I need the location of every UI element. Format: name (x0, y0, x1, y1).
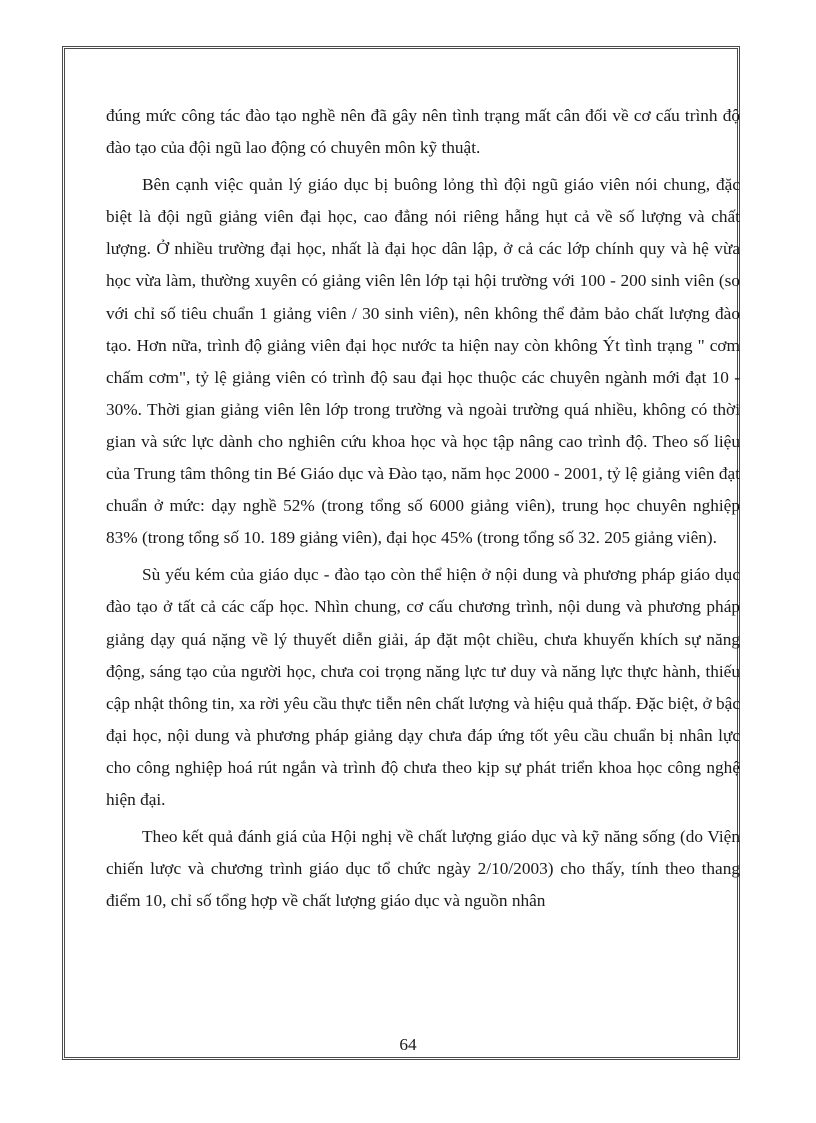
page-number: 64 (399, 1035, 417, 1054)
paragraph-3: Sù yếu kém của giáo dục - đào tạo còn thể hiện ở nội dung và phương pháp giáo dục đào tạo ở tất cả các cấp học. Nhìn chung, cơ cấu chương trình, nội dung và phương pháp giảng dạy quá nặng về lý thuyết diễn giải, áp đặt một chiều, chưa khuyến khích sự năng động, sáng tạo của người học, chưa coi trọng năng lực tư duy và năng lực thực hành, thiếu cập nhật thông tin, xa rời yêu cầu thực tiễn nên chất lượng và hiệu quả thấp. Đặc biệt, ở bậc đại học, nội dung và phương pháp giảng dạy chưa đáp ứng tốt yêu cầu chuẩn bị nhân lực cho công nghiệp hoá rút ngắn và trình độ chưa theo kịp sự phát triển khoa học công nghệ hiện đại. (106, 565, 740, 809)
paragraph-2: Bên cạnh việc quản lý giáo dục bị buông lỏng thì đội ngũ giáo viên nói chung, đặc biệt là đội ngũ giảng viên đại học, cao đẳng nói riêng hẫng hụt cả về số lượng và chất lượng. Ở nhiều trường đại học, nhất là đại học dân lập, ở cả các lớp chính quy và hệ vừa học vừa làm, thường xuyên có giảng viên lên lớp tại hội trường với 100 - 200 sinh viên (so với chỉ số tiêu chuẩn 1 giảng viên / 30 sinh viên), nên không thể đảm bảo chất lượng đào tạo. Hơn nữa, trình độ giảng viên đại học nước ta hiện nay còn không Ýt tình trạng " cơm chấm cơm", tỷ lệ giảng viên có trình độ sau đại học thuộc các chuyên ngành mới đạt 10 - 30%. Thời gian giảng viên lên lớp trong trường và ngoài trường quá nhiều, không có thời gian và sức lực dành cho nghiên cứu khoa học và học tập nâng cao trình độ. Theo số liệu của Trung tâm thông tin Bé Giáo dục và Đào tạo, năm học 2000 - 2001, tỷ lệ giảng viên đạt chuẩn ở mức: dạy nghề 52% (trong tổng số 6000 giảng viên), trung học chuyên nghiệp 83% (trong tổng số 10. 189 giảng viên), đại học 45% (trong tổng số 32. 205 giảng viên). (106, 175, 740, 548)
document-body (106, 100, 740, 922)
paragraph-1: đúng mức công tác đào tạo nghề nên đã gây nên tình trạng mất cân đối về cơ cấu trình độ đào tạo của đội ngũ lao động có chuyên môn kỹ thuật. (106, 106, 740, 158)
paragraph-4: Theo kết quả đánh giá của Hội nghị về chất lượng giáo dục và kỹ năng sống (do Viện chiến lược và chương trình giáo dục tổ chức ngày 2/10/2003) cho thấy, tính theo thang điểm 10, chỉ số tổng hợp về chất lượng giáo dục và nguồn nhân (106, 827, 740, 911)
